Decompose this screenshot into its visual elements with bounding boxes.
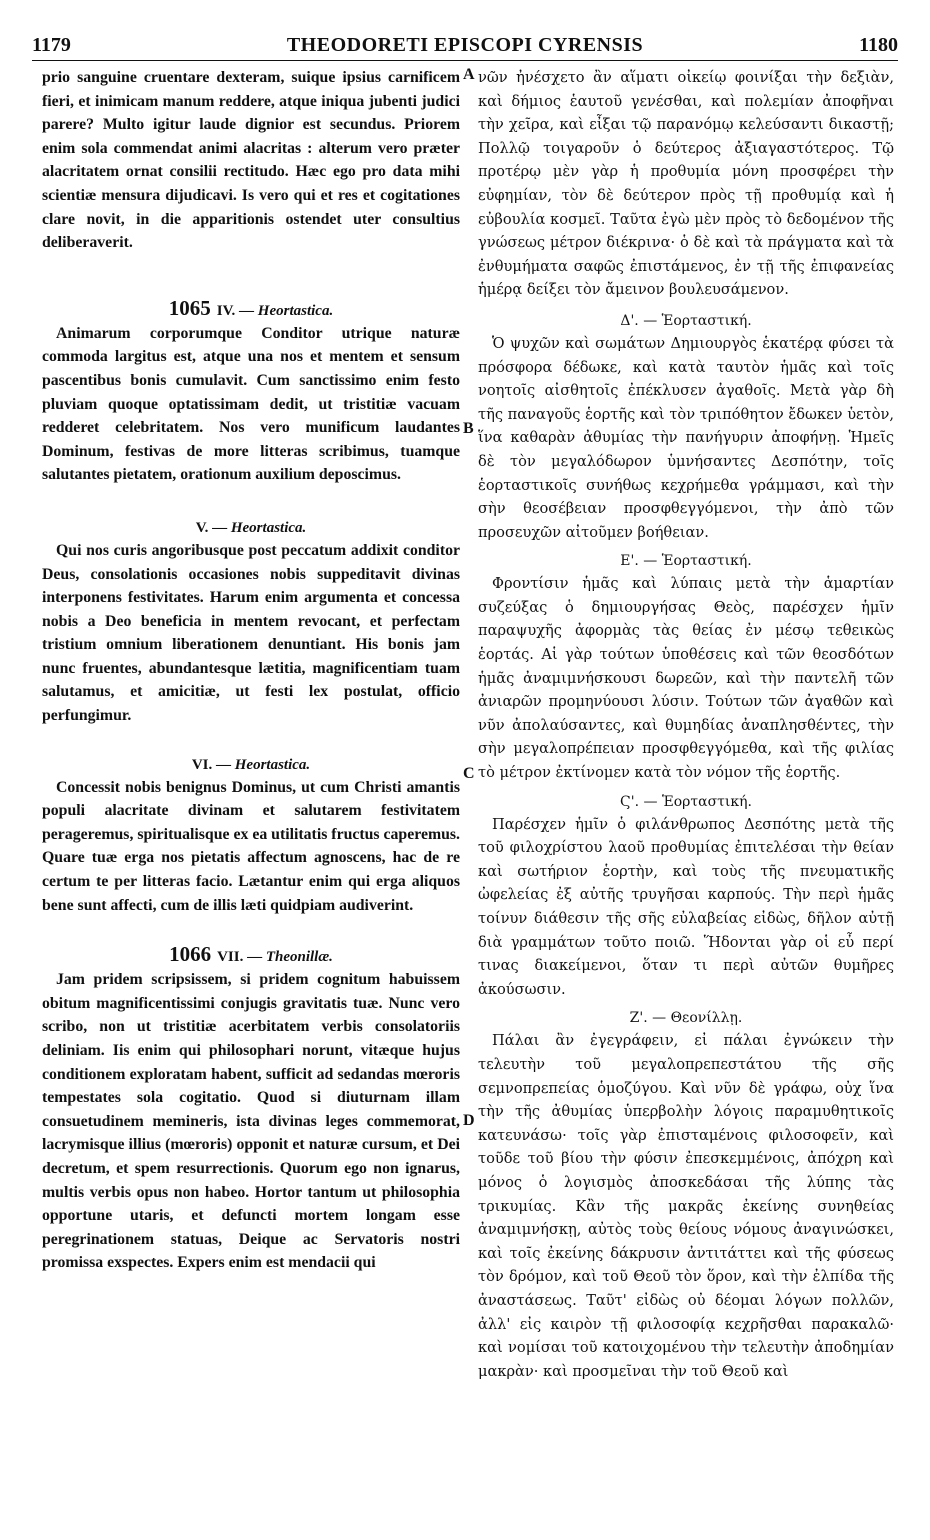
margin-letter-c: C (463, 765, 475, 782)
running-title: THEODORETI EPISCOPI CYRENSIS (286, 34, 644, 56)
greek-paragraph-iv: Ὁ ψυχῶν καὶ σωμάτων Δημιουργὸς ἑκατέρᾳ φύσει τὰ πρόσφορα δέδωκε, καὶ κατὰ ταυτὸν ἡμᾶς καὶ τοῖς νοητοῖς αἰσθητοῖς ἐπέκλυσεν ἀγαθοῖς. Μετὰ γὰρ δὴ τῆς παναγοῦς ἑορτῆς καὶ τὸν τριπόθητον ἔδωκεν ὑετὸν, ἵνα καθαρὰν ἀθυμίας τὴν πανήγυριν ἀποφήνῃ. Ἡμεῖς δὲ τὸν μεγαλόδωρον ὑμνήσαντες Δεσπότην, τοῖς ἑορταστικοῖς συνήθως κεχρήμεθα γράμμασι, καὶ τὴν σὴν θεοσέβειαν προσφθεγγόμενοι, τὴν ἀπὸ τῶν προσευχῶν αἰτοῦμεν βοήθειαν. (478, 334, 894, 541)
latin-heading-vi (42, 754, 460, 776)
latin-intro-paragraph: prio sanguine cruentare dexteram, suique ipsius carnificem fieri, et inimicam manum reddere, atque iniqua jubenti judici parere? Multo igitur laude dignior est secundus. Priorem enim sola commendat animi alacritas : alterum vero præter alacritatem ornat consilii rectitudo. Hæc ego pro data mihi scientiæ mensura dijudicavi. Is vero qui et res et cogitationes clare novit, in die apparitionis ostendet uter consultius deliberaverit. (42, 69, 460, 252)
heading-roman: IV. — (216, 302, 255, 319)
latin-heading-iv (42, 297, 460, 322)
greek-heading-vii: Ζ'. — Θεονίλλῃ. (629, 1010, 743, 1027)
heading-roman: VI. — (191, 756, 231, 773)
margin-letter-d: D (463, 1112, 475, 1129)
latin-paragraph-v: Qui nos curis angoribusque post peccatum addixit conditor Deus, consolationis occasiones nobis suppeditavit divinas interponens festivitates. Harum enim argumenta et concessa nobis a Deo beneficia in mentem revocant, et perfectam tristium omnium liberationem denuntiant. His bonis jam nunc fruentes, abundantesque lætitia, magnificentiam tuam salutamus, et amicitiæ, ut festi lex postulat, officio perfungimur. (42, 541, 460, 725)
latin-paragraph-vi: Concessit nobis benignus Dominus, ut cum Christi amantis populi alacritate divinam et salutarem festivitatem perageremus, spiritualisque ex ea utilitatis fructus caperemus. Quare tuæ erga nos pietatis affectum agnoscens, hac de re certum te per litteras facio. Lætantur enim qui erga aliquos bene sunt affecti, cum de illis læti quidpiam audiverint. (42, 778, 461, 914)
latin-paragraph-vii: Jam pridem scripsissem, si pridem cognitum habuissem obitum magnificentissimi conjugis gravitatis tuæ. Nunc vero scribo, non ut tristitiæ acerbitatem verbis consolatoriis deliniam. Iis enim qui philosophari norunt, vitæque hujus conditionem exploratam habent, sufficit ad sedandas mœroris tempestates sola cogitatio. Quod si diuturnam illam consuetudinem memineris, ista divinas leges commemorat, lacrymisque illius (mœroris) opponit et naturæ cursum, et Dei decretum, et spem resurrectionis. Quorum ego non ignarus, multis verbis opus non habeo. Hortor tantum ut philosophia opportune utaris, et defuncti mortem longam esse peregrinationem statuas, Deique ac Servatoris nostri promissa exspectes. Expers enim est mendacii qui (42, 971, 460, 1272)
margin-letter-a: A (463, 66, 475, 83)
greek-column (478, 66, 894, 1383)
heading-roman: VII. — (217, 949, 263, 966)
left-page-number: 1179 (32, 34, 71, 56)
column-number-1066: 1066 (169, 942, 212, 967)
greek-paragraph-v: Φροντίσιν ἡμᾶς καὶ λύπαις μετὰ τὴν ἁμαρτίαν συζεύξας ὁ δημιουργήσας Θεὸς, παρέσχεν ἡμῖν παραψυχῆς ἀφορμὰς τὰς θείας ἐν μέσῳ τεθεικὼς ἑορτάς. Αἱ γὰρ τούτων ὑποθέσεις καὶ τῶν θεοσδότων ἡμᾶς ἀναμιμνήσκουσι δωρεῶν, καὶ τὴν παντελῆ τῶν ἀνιαρῶν προμηνύουσι λύσιν. Τούτων τῶν ἀγαθῶν καὶ νῦν ἀπολαύσαντες, καὶ θυμηδίας ἀναπλησθέντες, τὴν σὴν μεγαλοπρέπειαν προσφθεγγόμεθα, καὶ τῆς φιλίας τὸ μέτρον ἐκτίνομεν κατὰ τὸν νόμον τῆς ἑορτῆς. (478, 575, 894, 782)
heading-title: Heortastica. (257, 302, 334, 319)
right-page-number: 1180 (859, 34, 898, 56)
heading-roman: V. — (195, 519, 228, 536)
latin-heading-v (42, 517, 460, 539)
greek-paragraph-vii: Πάλαι ἂν ἐγεγράφειν, εἰ πάλαι ἐγνώκειν τὴν τελευτὴν τοῦ μεγαλοπρεπεστάτου τῆς σῆς σεμνοπρεπείας ὁμοζύγου. Καὶ νῦν δὲ γράφω, οὐχ ἵνα τὴν τῆς ἀθυμίας ὑπερβολὴν λόγοις παραμυθητικοῖς κατευνάσω· τοῖς γὰρ ἐπισταμένοις φιλοσοφεῖν, καὶ τοῦδε τοῦ βίου τὴν φύσιν ἐπεσκεμμένοις, ἀπόχρη καὶ μόνος ὁ λογισμὸς ἀποσκεδάσαι τῆς λύπης τὰς τρικυμίας. Κἂν τῆς μακρᾶς ἐκείνης συνηθείας ἀναμιμνήσκῃ, αὐτὸς τοὺς θείους νόμους ἀναγινώσκει, καὶ τοῖς ἐκείνης δάκρυσιν ἀντιτάττει καὶ τῆς φύσεως τὸν δρόμον, καὶ τοῦ Θεοῦ τὸν ὅρον, καὶ τὴν ἐλπίδα τῆς ἀναστάσεως. Ταῦτ' εἰδὼς οὐ δέομαι λόγων πολλῶν, ἀλλ' εἰς καιρὸν τῇ φιλοσοφίᾳ κεχρῆσθαι παρακαλῶ· καὶ νομίσαι τοῦ κατοιχομένου τὴν τελευτὴν ἀποδημίαν μακρὰν· καὶ προσμεῖναι τὴν τοῦ Θεοῦ καὶ (478, 1032, 894, 1380)
running-header (32, 34, 898, 61)
heading-title: Heortastica. (230, 519, 307, 536)
latin-heading-vii (42, 943, 460, 968)
column-number-1065: 1065 (168, 295, 211, 320)
greek-heading-iv: Δ'. — Ἑορταστική. (620, 312, 752, 329)
latin-paragraph-iv: Animarum corporumque Conditor utrique naturæ commoda largitus est, atque una nos et mentem et sensum pascentibus bonis cumulavit. Cum sanctissimo enim festo pluviam quoque optatissimam dedit, ut tristitiæ vacuam redderet celebritatem. Nos vero munificum laudantes Dominum, festivas de more litteras scribimus, tuamque salutantes pietatem, orationum auxilium deposcimus. (42, 324, 460, 484)
heading-title: Heortastica. (234, 756, 311, 773)
greek-heading-v: Ε'. — Ἑορταστική. (620, 553, 752, 570)
greek-intro-paragraph: νῶν ἠνέσχετο ἂν αἵματι οἰκείῳ φοινίξαι τὴν δεξιὰν, καὶ δήμιος ἑαυτοῦ γενέσθαι, καὶ πολεμίαν ἀποφῆναι τὴν χεῖρα, καὶ εἶξαι τῷ παρανόμῳ κελεύσαντι δικαστῇ; Πολλῷ τοιγαροῦν ὁ δεύτερος ἀξιαγαστότερος. Τῷ προτέρῳ μὲν γὰρ ἡ προθυμία μόνη προσφέρει τὴν εὐφημίαν, τὸν δὲ δεύτερον πρὸς τῇ προθυμίᾳ καὶ ἡ εὐβουλία κοσμεῖ. Ταῦτα ἐγὼ μὲν πρὸς τὸ δεδομένον τῆς γνώσεως μέτρον διέκρινα· ὁ δὲ καὶ τὰ πράγματα καὶ τὰ ἐνθυμήματα σαφῶς ἐπιστάμενος, ἐν τῇ τῆς ἐπιφανείας ἡμέρᾳ δείξει τὸν ἄμεινον βουλευσάμενον. (478, 69, 894, 299)
heading-title: Theonillæ. (265, 949, 333, 966)
latin-column (42, 66, 460, 1275)
margin-letter-b: B (463, 420, 474, 437)
greek-paragraph-vi: Παρέσχεν ἡμῖν ὁ φιλάνθρωπος Δεσπότης μετὰ τῆς τοῦ φιλοχρίστου λαοῦ προθυμίας ἐπιτελέσαι τὴν θείαν καὶ σωτήριον ἑορτὴν, καὶ τοὺς τῆς πνευματικῆς ὠφελείας ἐξ αὐτῆς τρυγῆσαι καρπούς. Τὴν περὶ ἡμᾶς τοίνυν διάθεσιν τῆς σῆς εὐλαβείας εἰδὼς, δῆλον αὐτῇ διὰ γραμμάτων τοῦτο ποιῶ. Ἥδονται γὰρ οἱ εὖ περί τινας διακείμενοι, ὅταν τι περὶ αὐτῶν θυμῆρες ἀκούσωσιν. (478, 815, 894, 998)
greek-heading-vi: Ϛ'. — Ἑορταστική. (620, 793, 752, 810)
